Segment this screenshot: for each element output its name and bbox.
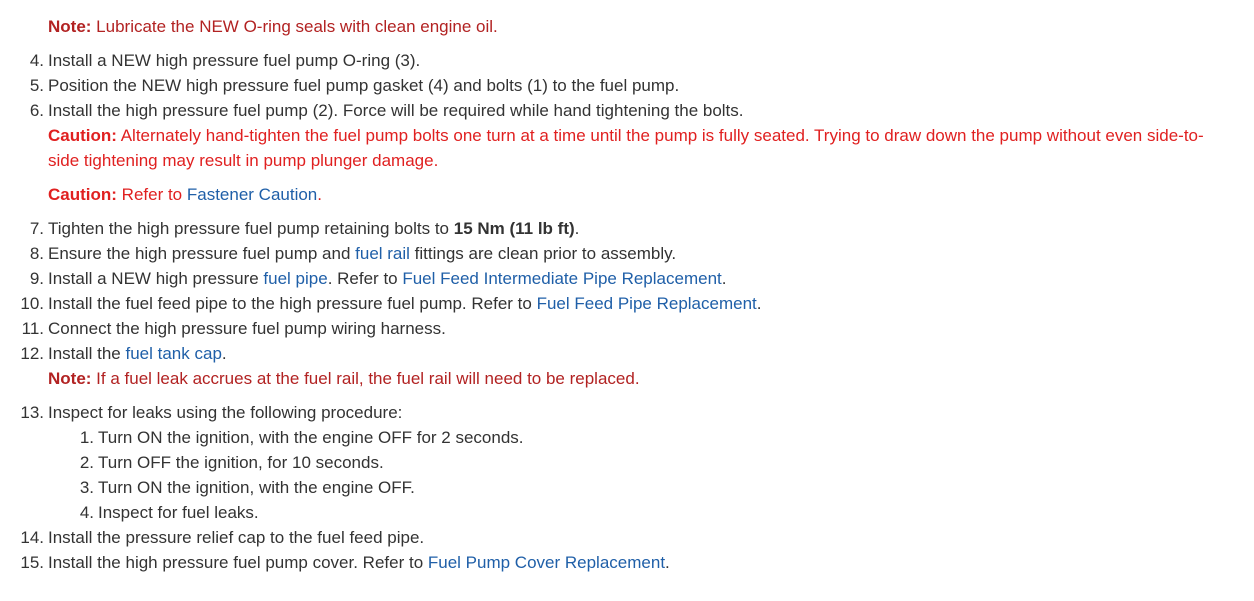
fastener-caution-link[interactable]: Fastener Caution [186, 185, 318, 204]
step-text: Ensure the high pressure fuel pump and [48, 244, 356, 263]
substep-number: 3. [79, 478, 94, 497]
note-text: If a fuel leak accrues at the fuel rail, the fuel rail will need to be replaced. [91, 369, 640, 388]
step-number: 4. [29, 51, 44, 70]
step-text-end: . [721, 269, 727, 288]
substep-text: Turn ON the ignition, with the engine OFF for 2 seconds. [98, 428, 524, 447]
step-text: Install the pressure relief cap to the fuel feed pipe. [48, 528, 425, 547]
caution-tighten [48, 123, 1228, 173]
step-text-end: . [665, 553, 670, 572]
substep-text: Inspect for fuel leaks. [98, 503, 259, 522]
substep-number: 4. [79, 503, 94, 522]
fuel-tank-cap-link[interactable]: fuel tank cap [125, 344, 222, 363]
step-number: 12. [20, 344, 44, 363]
fuel-rail-link[interactable]: fuel rail [355, 244, 410, 263]
fuel-feed-pipe-link[interactable]: Fuel Feed Pipe Replacement [536, 294, 757, 313]
step-number: 7. [29, 219, 44, 238]
substep-number: 2. [79, 453, 94, 472]
step-text: Install the fuel feed pipe to the high pressure fuel pump. Refer to [48, 294, 537, 313]
caution-label: Caution: [48, 126, 117, 145]
step-text-mid: . Refer to [327, 269, 403, 288]
step-number: 13. [20, 403, 44, 422]
step-text-end: . [574, 219, 580, 238]
step-text: Connect the high pressure fuel pump wiring harness. [48, 319, 446, 338]
step-number: 6. [29, 101, 44, 120]
step-text: Tighten the high pressure fuel pump retaining bolts to [48, 219, 454, 238]
caution-text: Refer to [116, 185, 187, 204]
step-number: 10. [20, 294, 44, 313]
step-number: 11. [21, 319, 44, 338]
step-text: Install the [48, 344, 126, 363]
substep-text: Turn ON the ignition, with the engine OFF. [98, 478, 415, 497]
step-text-end: . [756, 294, 762, 313]
step-number: 5. [29, 76, 44, 95]
substep-text: Turn OFF the ignition, for 10 seconds. [98, 453, 384, 472]
step-number: 15. [20, 553, 44, 572]
torque-spec: 15 Nm (11 lb ft) [453, 219, 575, 238]
fuel-feed-intermediate-pipe-link[interactable]: Fuel Feed Intermediate Pipe Replacement [402, 269, 722, 288]
caution-text: Alternately hand-tighten the fuel pump bolts one turn at a time until the pump is fully seated. Trying to draw down the pump without even side-to-side tightening may result in pump plunger damage. [48, 126, 1204, 170]
step-text: Install the high pressure fuel pump cover. Refer to [48, 553, 428, 572]
step-text: Install the high pressure fuel pump (2). Force will be required while hand tightening the bolts. [48, 101, 744, 120]
step-text-end: . [221, 344, 227, 363]
step-number: 14. [20, 528, 44, 547]
note-text: Lubricate the NEW O-ring seals with clean engine oil. [91, 17, 498, 36]
note-label: Note: [48, 369, 92, 388]
step-text: Install a NEW high pressure [48, 269, 264, 288]
note-label: Note: [48, 17, 92, 36]
step-text: Install a NEW high pressure fuel pump O-ring (3). [48, 51, 421, 70]
fuel-pump-cover-link[interactable]: Fuel Pump Cover Replacement [427, 553, 666, 572]
substep-number: 1. [79, 428, 94, 447]
step-number: 8. [29, 244, 44, 263]
step-text: Position the NEW high pressure fuel pump gasket (4) and bolts (1) to the fuel pump. [48, 76, 680, 95]
step-text-end: fittings are clean prior to assembly. [409, 244, 677, 263]
caution-label: Caution: [48, 185, 117, 204]
caution-text-end: . [317, 185, 322, 204]
step-text: Inspect for leaks using the following procedure: [48, 403, 403, 422]
step-number: 9. [29, 269, 44, 288]
fuel-pipe-link[interactable]: fuel pipe [263, 269, 328, 288]
